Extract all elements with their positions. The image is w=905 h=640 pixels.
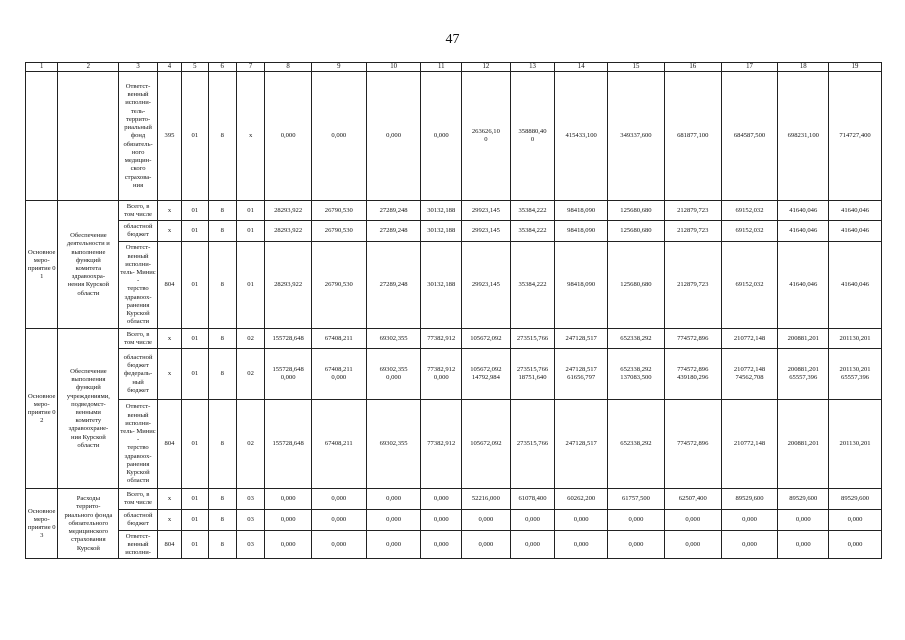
value-cell: 247128,517: [555, 329, 608, 349]
description-cell: Обеспечение выполнения функций учреждениями, подведомст- венными комитету здравоохране- ния Курской области: [58, 329, 119, 489]
grbs-cell: x: [157, 329, 181, 349]
value-cell: 89529,600: [721, 489, 778, 510]
value-cell: 212879,723: [664, 201, 721, 221]
value-cell: 30132,188: [421, 242, 462, 329]
value-cell: 41640,046: [829, 221, 882, 242]
code-cell: 01: [182, 400, 208, 489]
code-cell: 02: [236, 400, 264, 489]
value-cell: 0,000: [721, 510, 778, 531]
column-header: 5: [182, 63, 208, 72]
grbs-cell: 804: [157, 242, 181, 329]
value-cell: 0,000: [421, 72, 462, 201]
value-cell: 105672,092: [462, 329, 511, 349]
value-cell: 0,000: [462, 510, 511, 531]
code-cell: x: [236, 72, 264, 201]
column-header: 18: [778, 63, 829, 72]
value-cell: 89529,600: [829, 489, 882, 510]
code-cell: 8: [208, 531, 236, 559]
value-cell: 201130,201: [829, 400, 882, 489]
value-cell: 0,000: [311, 531, 366, 559]
value-cell: 200881,201: [778, 329, 829, 349]
column-header: 6: [208, 63, 236, 72]
value-cell: 774572,896: [664, 400, 721, 489]
value-cell: 652338,292 137083,500: [608, 349, 665, 400]
grbs-cell: x: [157, 489, 181, 510]
code-cell: 8: [208, 201, 236, 221]
table-row: [26, 510, 882, 531]
value-cell: 210772,148: [721, 400, 778, 489]
value-cell: 26790,530: [311, 221, 366, 242]
value-cell: 0,000: [778, 531, 829, 559]
column-header: 14: [555, 63, 608, 72]
value-cell: 0,000: [421, 531, 462, 559]
value-cell: 26790,530: [311, 201, 366, 221]
value-cell: 0,000: [366, 510, 421, 531]
budget-table: [25, 62, 882, 559]
code-cell: 01: [182, 329, 208, 349]
value-cell: 77382,912: [421, 400, 462, 489]
column-number-row: [26, 63, 882, 72]
value-cell: 60262,200: [555, 489, 608, 510]
funding-source-cell: Ответст- венный исполни-: [119, 531, 158, 559]
value-cell: 652338,292: [608, 329, 665, 349]
value-cell: 273515,766: [510, 329, 555, 349]
value-cell: 105672,092: [462, 400, 511, 489]
event-cell: [26, 72, 58, 201]
code-cell: 01: [182, 489, 208, 510]
code-cell: 8: [208, 349, 236, 400]
value-cell: 29923,145: [462, 221, 511, 242]
value-cell: 0,000: [510, 531, 555, 559]
table-row: [26, 329, 882, 349]
value-cell: 29923,145: [462, 201, 511, 221]
funding-source-cell: Ответст- венный исполни- тель- террито- риальный фонд обязатель- ного медицин- ского страхова- ния: [119, 72, 158, 201]
code-cell: 01: [182, 72, 208, 201]
funding-source-cell: областной бюджет федераль- ный бюджет: [119, 349, 158, 400]
value-cell: 27289,248: [366, 201, 421, 221]
value-cell: 41640,046: [829, 201, 882, 221]
value-cell: 155728,648 0,000: [265, 349, 312, 400]
value-cell: 652338,292: [608, 400, 665, 489]
value-cell: 28293,922: [265, 242, 312, 329]
value-cell: 67408,211: [311, 329, 366, 349]
value-cell: 0,000: [721, 531, 778, 559]
table-row: [26, 242, 882, 329]
column-header: 1: [26, 63, 58, 72]
column-header: 15: [608, 63, 665, 72]
value-cell: 26790,530: [311, 242, 366, 329]
value-cell: 28293,922: [265, 221, 312, 242]
value-cell: 0,000: [829, 531, 882, 559]
grbs-cell: x: [157, 349, 181, 400]
value-cell: 0,000: [608, 510, 665, 531]
table-row: [26, 72, 882, 201]
value-cell: 0,000: [462, 531, 511, 559]
value-cell: 35384,222: [510, 221, 555, 242]
description-cell: Расходы террито- риального фонда обязательного медицинского страхования Курской: [58, 489, 119, 559]
funding-source-cell: областной бюджет: [119, 221, 158, 242]
value-cell: 684587,500: [721, 72, 778, 201]
code-cell: 03: [236, 489, 264, 510]
column-header: 17: [721, 63, 778, 72]
value-cell: 210772,148 74562,708: [721, 349, 778, 400]
description-cell: Обеспечение деятельности и выполнение функций комитета здравоохра- нения Курской области: [58, 201, 119, 329]
value-cell: 0,000: [265, 531, 312, 559]
value-cell: 29923,145: [462, 242, 511, 329]
value-cell: 41640,046: [829, 242, 882, 329]
column-header: 16: [664, 63, 721, 72]
grbs-cell: 804: [157, 400, 181, 489]
value-cell: 358880,40 0: [510, 72, 555, 201]
code-cell: 01: [182, 510, 208, 531]
value-cell: 200881,201: [778, 400, 829, 489]
value-cell: 62507,400: [664, 489, 721, 510]
value-cell: 0,000: [778, 510, 829, 531]
description-cell: [58, 72, 119, 201]
column-header: 4: [157, 63, 181, 72]
value-cell: 0,000: [829, 510, 882, 531]
value-cell: 89529,600: [778, 489, 829, 510]
value-cell: 247128,517: [555, 400, 608, 489]
column-header: 2: [58, 63, 119, 72]
table-row: [26, 349, 882, 400]
value-cell: 212879,723: [664, 221, 721, 242]
code-cell: 8: [208, 221, 236, 242]
value-cell: 98418,090: [555, 242, 608, 329]
grbs-cell: x: [157, 201, 181, 221]
grbs-cell: 395: [157, 72, 181, 201]
value-cell: 41640,046: [778, 201, 829, 221]
table-row: [26, 201, 882, 221]
value-cell: 67408,211 0,000: [311, 349, 366, 400]
value-cell: 27289,248: [366, 221, 421, 242]
value-cell: 27289,248: [366, 242, 421, 329]
code-cell: 03: [236, 510, 264, 531]
value-cell: 98418,090: [555, 221, 608, 242]
funding-source-cell: Ответст- венный исполни- тель- Минис- терство здравоох- ранения Курской области: [119, 242, 158, 329]
code-cell: 8: [208, 329, 236, 349]
value-cell: 35384,222: [510, 201, 555, 221]
value-cell: 69302,355 0,000: [366, 349, 421, 400]
value-cell: 0,000: [366, 489, 421, 510]
value-cell: 77382,912 0,000: [421, 349, 462, 400]
column-header: 7: [236, 63, 264, 72]
value-cell: 681877,100: [664, 72, 721, 201]
value-cell: 247128,517 61656,797: [555, 349, 608, 400]
column-header: 3: [119, 63, 158, 72]
event-cell: Основное меро- приятие 02: [26, 329, 58, 489]
value-cell: 28293,922: [265, 201, 312, 221]
code-cell: 01: [182, 242, 208, 329]
value-cell: 0,000: [311, 510, 366, 531]
value-cell: 0,000: [366, 72, 421, 201]
code-cell: 8: [208, 510, 236, 531]
value-cell: 125680,680: [608, 242, 665, 329]
value-cell: 0,000: [265, 489, 312, 510]
column-header: 9: [311, 63, 366, 72]
code-cell: 01: [182, 221, 208, 242]
value-cell: 0,000: [510, 510, 555, 531]
value-cell: 125680,680: [608, 201, 665, 221]
grbs-cell: x: [157, 221, 181, 242]
value-cell: 41640,046: [778, 221, 829, 242]
value-cell: 415433,100: [555, 72, 608, 201]
value-cell: 0,000: [664, 531, 721, 559]
value-cell: 0,000: [265, 72, 312, 201]
funding-source-cell: областной бюджет: [119, 510, 158, 531]
value-cell: 201130,201: [829, 329, 882, 349]
value-cell: 273515,766: [510, 400, 555, 489]
event-cell: Основное меро- приятие 01: [26, 201, 58, 329]
table-row: [26, 531, 882, 559]
value-cell: 349337,600: [608, 72, 665, 201]
code-cell: 02: [236, 329, 264, 349]
value-cell: 201130,201 65557,396: [829, 349, 882, 400]
column-header: 11: [421, 63, 462, 72]
value-cell: 125680,680: [608, 221, 665, 242]
value-cell: 69152,032: [721, 201, 778, 221]
table-row: [26, 221, 882, 242]
code-cell: 01: [236, 221, 264, 242]
value-cell: 0,000: [265, 510, 312, 531]
value-cell: 698231,100: [778, 72, 829, 201]
value-cell: 0,000: [555, 531, 608, 559]
funding-source-cell: Всего, в том числе: [119, 329, 158, 349]
value-cell: 69302,355: [366, 400, 421, 489]
code-cell: 01: [182, 201, 208, 221]
column-header: 10: [366, 63, 421, 72]
code-cell: 8: [208, 400, 236, 489]
table-row: [26, 489, 882, 510]
grbs-cell: 804: [157, 531, 181, 559]
column-header: 13: [510, 63, 555, 72]
value-cell: 69152,032: [721, 221, 778, 242]
value-cell: 69152,032: [721, 242, 778, 329]
funding-source-cell: Всего, в том числе: [119, 201, 158, 221]
value-cell: 61757,500: [608, 489, 665, 510]
value-cell: 0,000: [664, 510, 721, 531]
code-cell: 01: [236, 242, 264, 329]
code-cell: 8: [208, 489, 236, 510]
value-cell: 263626,10 0: [462, 72, 511, 201]
value-cell: 774572,896 439180,296: [664, 349, 721, 400]
value-cell: 0,000: [421, 510, 462, 531]
value-cell: 52216,000: [462, 489, 511, 510]
funding-source-cell: Ответст- венный исполни- тель- Минис- терство здравоох- ранения Курской области: [119, 400, 158, 489]
value-cell: 0,000: [311, 72, 366, 201]
value-cell: 67408,211: [311, 400, 366, 489]
value-cell: 714727,400: [829, 72, 882, 201]
value-cell: 200881,201 65557,396: [778, 349, 829, 400]
value-cell: 98418,090: [555, 201, 608, 221]
funding-source-cell: Всего, в том числе: [119, 489, 158, 510]
value-cell: 0,000: [311, 489, 366, 510]
value-cell: 273515,766 18751,640: [510, 349, 555, 400]
grbs-cell: x: [157, 510, 181, 531]
value-cell: 35384,222: [510, 242, 555, 329]
code-cell: 8: [208, 242, 236, 329]
value-cell: 212879,723: [664, 242, 721, 329]
value-cell: 0,000: [608, 531, 665, 559]
value-cell: 0,000: [555, 510, 608, 531]
value-cell: 30132,188: [421, 201, 462, 221]
value-cell: 77382,912: [421, 329, 462, 349]
value-cell: 155728,648: [265, 400, 312, 489]
code-cell: 01: [182, 349, 208, 400]
code-cell: 8: [208, 72, 236, 201]
value-cell: 0,000: [366, 531, 421, 559]
table-row: [26, 400, 882, 489]
page-number: 47: [445, 32, 460, 47]
value-cell: 0,000: [421, 489, 462, 510]
value-cell: 61078,400: [510, 489, 555, 510]
column-header: 8: [265, 63, 312, 72]
value-cell: 210772,148: [721, 329, 778, 349]
value-cell: 69302,355: [366, 329, 421, 349]
value-cell: 155728,648: [265, 329, 312, 349]
value-cell: 41640,046: [778, 242, 829, 329]
code-cell: 01: [182, 531, 208, 559]
code-cell: 02: [236, 349, 264, 400]
code-cell: 01: [236, 201, 264, 221]
column-header: 12: [462, 63, 511, 72]
event-cell: Основное меро- приятие 03: [26, 489, 58, 559]
value-cell: 774572,896: [664, 329, 721, 349]
column-header: 19: [829, 63, 882, 72]
value-cell: 30132,188: [421, 221, 462, 242]
code-cell: 03: [236, 531, 264, 559]
value-cell: 105672,092 14792,984: [462, 349, 511, 400]
